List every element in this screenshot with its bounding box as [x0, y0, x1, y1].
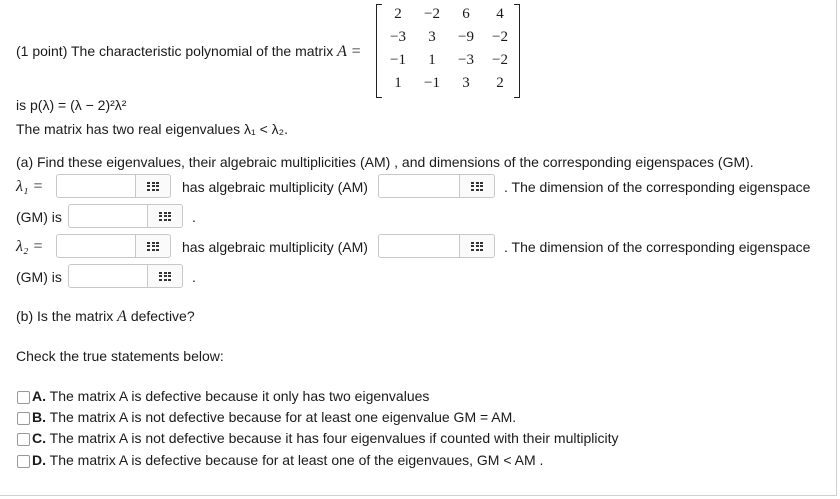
am-label: has algebraic multiplicity (AM) — [182, 239, 368, 255]
am-label: has algebraic multiplicity (AM) — [182, 179, 368, 195]
option-c[interactable] — [32, 430, 619, 446]
grid-icon — [159, 272, 171, 281]
lambda2-equation-editor-button[interactable] — [135, 234, 171, 258]
grid-icon — [147, 182, 159, 191]
part-a-instruction: (a) Find these eigenvalues, their algebraic multiplicities (AM) , and dimensions of the corresponding eigenspaces (GM). — [16, 154, 754, 170]
option-d-checkbox[interactable] — [17, 455, 30, 468]
period: . — [192, 269, 196, 285]
lambda2-label: λ₂ = — [16, 238, 44, 255]
grid-icon — [147, 242, 159, 251]
eigenspace-dimension-label: . The dimension of the corresponding eigenspace — [504, 179, 811, 195]
matrix-A — [376, 4, 520, 96]
option-d[interactable] — [32, 452, 543, 468]
characteristic-polynomial: is p(λ) = (λ − 2)²λ² — [16, 97, 127, 113]
lambda2-input[interactable] — [56, 234, 135, 258]
option-letter: B. — [32, 409, 46, 425]
matrix-cell: −1 — [424, 75, 440, 91]
matrix-cell: −9 — [458, 29, 474, 45]
grid-icon — [159, 212, 171, 221]
am2-equation-editor-button[interactable] — [459, 234, 495, 258]
lambda1-input[interactable] — [56, 174, 135, 198]
option-a-checkbox[interactable] — [17, 391, 30, 404]
am1-equation-editor-button[interactable] — [459, 174, 495, 198]
lambda1-answer — [56, 174, 171, 198]
am1-input[interactable] — [378, 174, 459, 198]
part-b-question — [16, 308, 195, 326]
am1-answer — [378, 174, 495, 198]
matrix-right-bracket — [514, 4, 520, 98]
matrix-cell: 3 — [428, 29, 436, 45]
option-text: The matrix A is not defective because it has four eigenvalues if counted with their multiplicity — [49, 430, 619, 446]
eigenspace-dimension-label: . The dimension of the corresponding eigenspace — [504, 239, 811, 255]
period: . — [192, 209, 196, 225]
matrix-cell: 3 — [462, 75, 470, 91]
part-b-prefix: (b) Is the matrix — [16, 308, 114, 324]
option-b-checkbox[interactable] — [17, 412, 30, 425]
am2-input[interactable] — [378, 234, 459, 258]
gm1-input[interactable] — [68, 204, 147, 228]
gm2-answer — [68, 264, 183, 288]
lambda1-label: λ₁ = — [16, 178, 44, 195]
matrix-variable: A = — [337, 43, 362, 60]
matrix-cell: −3 — [390, 29, 406, 45]
matrix-cell: 2 — [496, 75, 504, 91]
am2-answer — [378, 234, 495, 258]
grid-icon — [471, 242, 483, 251]
gm-label: (GM) is — [16, 209, 62, 225]
option-text: The matrix A is defective because for at least one of the eigenvaues, GM < AM . — [49, 452, 544, 468]
problem-prefix — [16, 43, 361, 61]
option-a[interactable] — [32, 388, 429, 404]
option-c-checkbox[interactable] — [17, 433, 30, 446]
matrix-cell: −3 — [458, 52, 474, 68]
matrix-cell: 1 — [394, 75, 402, 91]
gm2-input[interactable] — [68, 264, 147, 288]
matrix-cell: −2 — [424, 6, 440, 22]
lambda2-answer — [56, 234, 171, 258]
part-b-var: A — [117, 308, 127, 325]
option-text: The matrix A is not defective because for at least one eigenvalue GM = AM. — [49, 409, 517, 425]
eigenvalue-statement: The matrix has two real eigenvalues λ₁ < λ₂. — [16, 121, 289, 137]
gm1-equation-editor-button[interactable] — [147, 204, 183, 228]
gm-label: (GM) is — [16, 269, 62, 285]
grid-icon — [471, 182, 483, 191]
matrix-cell: 1 — [428, 52, 436, 68]
lambda1-equation-editor-button[interactable] — [135, 174, 171, 198]
matrix-left-bracket — [376, 4, 382, 98]
gm1-answer — [68, 204, 183, 228]
matrix-cell: −2 — [492, 29, 508, 45]
part-b-suffix: defective? — [130, 308, 195, 324]
matrix-cell: 2 — [394, 6, 402, 22]
matrix-cell: 6 — [462, 6, 470, 22]
matrix-cell: 4 — [496, 6, 504, 22]
matrix-cell: −1 — [390, 52, 406, 68]
check-prompt: Check the true statements below: — [16, 348, 224, 364]
option-b[interactable] — [32, 409, 516, 425]
option-letter: D. — [32, 452, 46, 468]
option-text: The matrix A is defective because it only has two eigenvalues — [49, 388, 430, 404]
option-letter: C. — [32, 430, 46, 446]
matrix-cell: −2 — [492, 52, 508, 68]
gm2-equation-editor-button[interactable] — [147, 264, 183, 288]
problem-text: (1 point) The characteristic polynomial of the matrix — [16, 43, 334, 59]
option-letter: A. — [32, 388, 46, 404]
